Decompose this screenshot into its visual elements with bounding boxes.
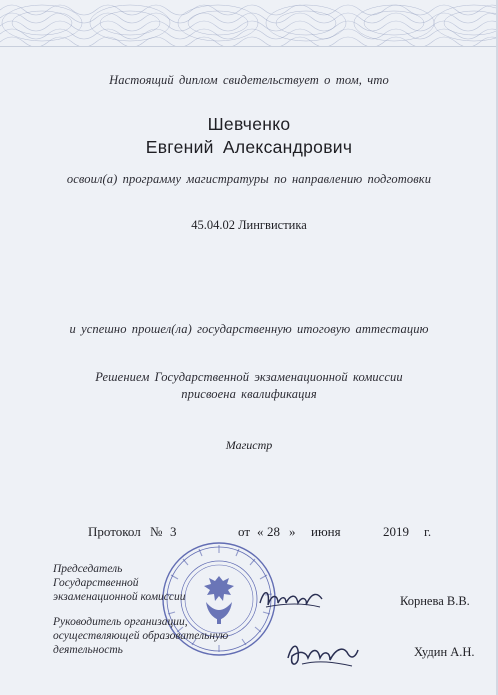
chair-signature xyxy=(256,585,326,613)
chair-label-line2: Государственной xyxy=(53,577,139,589)
chair-name: Корнева В.В. xyxy=(400,594,470,608)
chair-label-line1: Председатель xyxy=(53,563,123,575)
protocol-number: 3 xyxy=(170,524,177,539)
head-name: Худин А.Н. xyxy=(414,645,475,659)
head-label-line3: деятельность xyxy=(53,644,123,656)
protocol-year-suffix: г. xyxy=(424,524,432,539)
head-label xyxy=(53,615,228,657)
graduate-surname: Шевченко xyxy=(207,114,291,134)
protocol-day-open: « xyxy=(257,524,264,539)
protocol-day-close: » xyxy=(289,524,296,539)
protocol-day: 28 xyxy=(267,524,280,539)
head-label-line1: Руководитель организации, xyxy=(53,616,188,628)
intro-text: Настоящий диплом свидетельствует о том, что xyxy=(109,73,389,87)
graduate-given-names: Евгений Александрович xyxy=(145,137,353,157)
protocol-number-sign: № xyxy=(150,524,163,539)
qualification-title: Магистр xyxy=(225,438,273,452)
chair-label-line3: экзаменационной комиссии xyxy=(53,591,186,603)
header-border xyxy=(0,46,498,47)
program-completed-text: освоил(а) программу магистратуры по направлению подготовки xyxy=(66,172,432,186)
protocol-month: июня xyxy=(311,524,341,539)
protocol-from: от xyxy=(238,524,251,539)
guilloche-pattern xyxy=(0,0,498,46)
program-code-name: 45.04.02 Лингвистика xyxy=(191,218,307,232)
protocol-label: Протокол xyxy=(88,524,141,539)
chair-label xyxy=(53,562,186,604)
commission-decision-line2: присвоена квалификация xyxy=(181,387,317,401)
head-label-line2: осуществляющей образовательную xyxy=(53,630,229,642)
commission-decision-line1: Решением Государственной экзаменационной комиссии xyxy=(95,370,403,384)
protocol-year: 2019 xyxy=(383,524,409,539)
attestation-text: и успешно прошел(ла) государственную итоговую аттестацию xyxy=(69,322,429,336)
head-signature xyxy=(282,636,362,670)
